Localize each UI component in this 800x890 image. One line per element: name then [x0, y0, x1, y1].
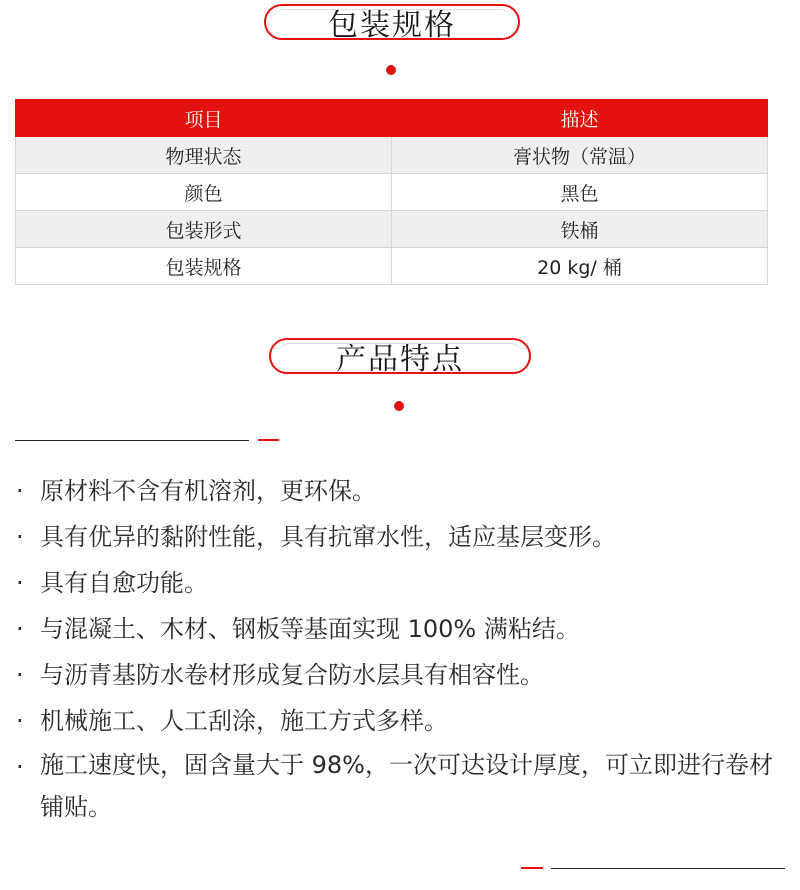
- section-title-features: [269, 338, 531, 377]
- divider-accent: [521, 867, 543, 869]
- table-cell-item: 物理状态: [16, 137, 392, 174]
- section-title-packaging: [264, 4, 520, 43]
- list-item: [14, 744, 794, 828]
- table-cell-desc: 膏状物（常温）: [392, 137, 768, 174]
- table-header-cell: 描述: [392, 100, 768, 137]
- list-item: [14, 652, 794, 698]
- feature-text: 具有优异的黏附性能，具有抗窜水性，适应基层变形。: [40, 523, 616, 551]
- list-item: [14, 468, 794, 514]
- table-header-row: [16, 100, 768, 137]
- table-cell-desc: 20 kg/ 桶: [392, 248, 768, 285]
- table-row: [16, 174, 768, 211]
- bullet-dot: ·: [16, 661, 24, 689]
- spec-table: [15, 99, 768, 285]
- table-cell-desc: 黑色: [392, 174, 768, 211]
- feature-text: 具有自愈功能。: [40, 569, 208, 597]
- table-row: [16, 248, 768, 285]
- section-dot-marker: [386, 65, 396, 75]
- table-cell-desc: 铁桶: [392, 211, 768, 248]
- section-title-text: 产品特点: [336, 342, 464, 377]
- feature-text: 与沥青基防水卷材形成复合防水层具有相容性。: [40, 661, 544, 689]
- bullet-dot: ·: [16, 523, 24, 551]
- feature-text: 原材料不含有机溶剂，更环保。: [40, 477, 376, 505]
- divider-line: [551, 868, 785, 869]
- table-header-cell: 项目: [16, 100, 392, 137]
- feature-text: 机械施工、人工刮涂，施工方式多样。: [40, 707, 448, 735]
- section-title-text: 包装规格: [328, 8, 456, 43]
- list-item: [14, 606, 794, 652]
- list-item: [14, 560, 794, 606]
- feature-list: [14, 468, 794, 828]
- section-dot-marker: [394, 401, 404, 411]
- bullet-dot: ·: [16, 477, 24, 505]
- divider-line: [15, 440, 249, 441]
- bullet-dot: ·: [16, 707, 24, 735]
- list-item: [14, 514, 794, 560]
- divider-accent: [258, 439, 279, 441]
- table-cell-item: 包装形式: [16, 211, 392, 248]
- bullet-dot: ·: [16, 615, 24, 643]
- bullet-dot: ·: [16, 569, 24, 597]
- feature-text: 与混凝土、木材、钢板等基面实现 100% 满粘结。: [40, 615, 580, 643]
- feature-text: 施工速度快，固含量大于 98%，一次可达设计厚度，可立即进行卷材铺贴。: [40, 751, 773, 821]
- table-row: [16, 137, 768, 174]
- table-cell-item: 包装规格: [16, 248, 392, 285]
- table-cell-item: 颜色: [16, 174, 392, 211]
- list-item: [14, 698, 794, 744]
- bullet-dot: ·: [16, 753, 24, 781]
- table-row: [16, 211, 768, 248]
